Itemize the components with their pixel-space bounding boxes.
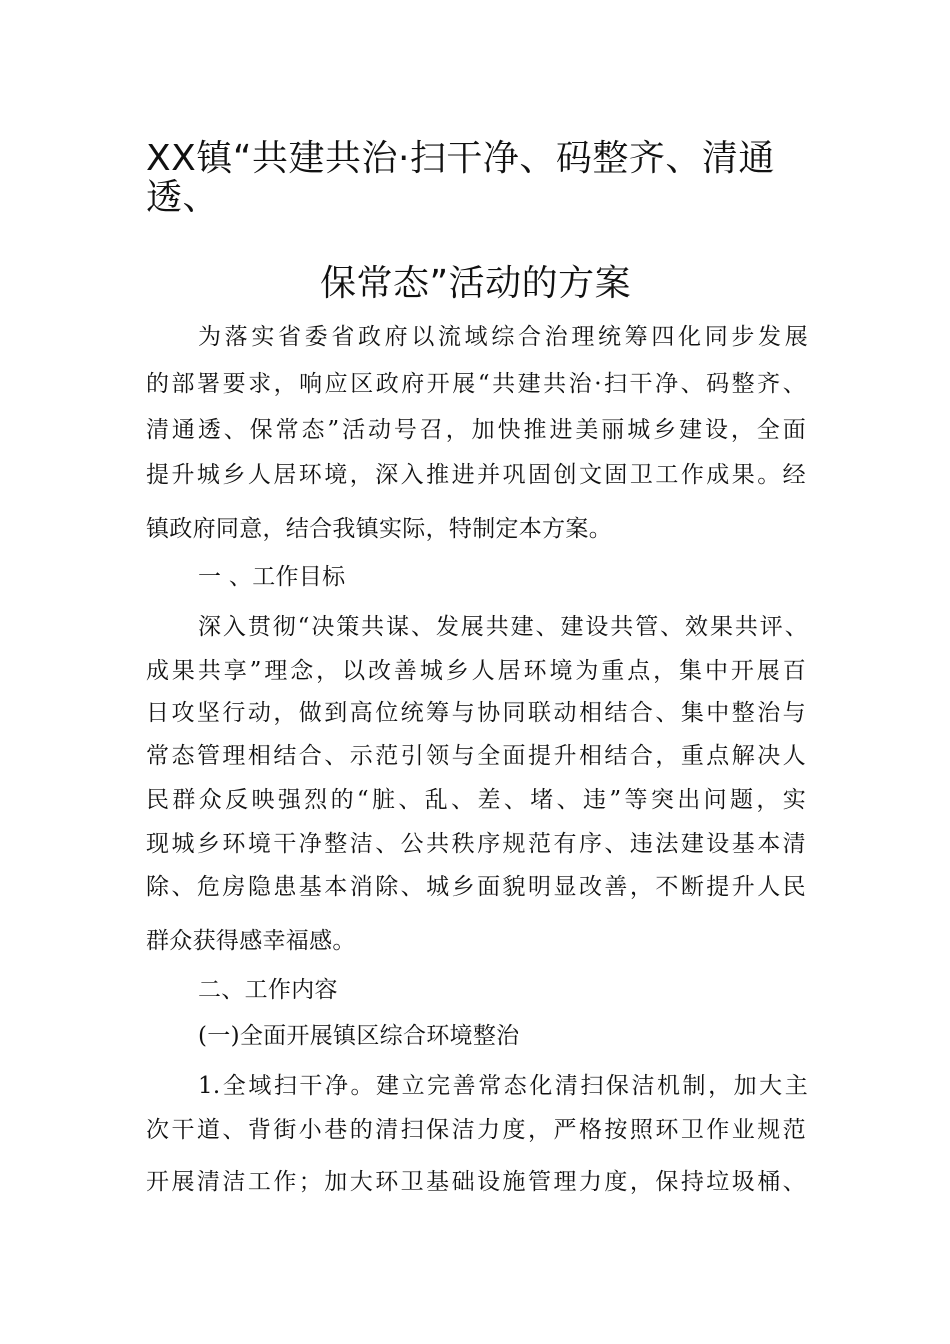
document-title-line-1: XX镇“共建共治·扫干净、码整齐、清通 xyxy=(146,138,775,179)
body-line: 为落实省委省政府以流域综合治理统筹四化同步发展 xyxy=(198,324,808,350)
body-line: 民群众反映强烈的“脏、乱、差、堵、违”等突出问题，实 xyxy=(146,787,806,813)
body-line: 1.全域扫干净。建立完善常态化清扫保洁机制，加大主 xyxy=(198,1073,808,1099)
body-line: 清通透、保常态”活动号召，加快推进美丽城乡建设，全面 xyxy=(146,417,806,443)
body-line: 镇政府同意，结合我镇实际，特制定本方案。 xyxy=(146,516,612,542)
body-line: 成果共享”理念，以改善城乡人居环境为重点，集中开展百 xyxy=(146,658,806,684)
section-heading: 二、工作内容 xyxy=(198,977,338,1003)
body-line: 除、危房隐患基本消除、城乡面貌明显改善，不断提升人民 xyxy=(146,874,806,900)
body-line: 提升城乡人居环境，深入推进并巩固创文固卫工作成果。经 xyxy=(146,462,806,488)
body-line: 开展清洁工作；加大环卫基础设施管理力度，保持垃圾桶、 xyxy=(146,1169,806,1195)
body-line: 次干道、背街小巷的清扫保洁力度，严格按照环卫作业规范 xyxy=(146,1117,806,1143)
body-line: 常态管理相结合、示范引领与全面提升相结合，重点解决人 xyxy=(146,743,806,769)
body-line: 日攻坚行动，做到高位统筹与协同联动相结合、集中整治与 xyxy=(146,700,806,726)
document-title-line-2: 透、 xyxy=(146,177,220,218)
body-line: 群众获得感幸福感。 xyxy=(146,928,356,954)
body-line: 深入贯彻“决策共谋、发展共建、建设共管、效果共评、 xyxy=(198,614,808,640)
body-line: 的部署要求，响应区政府开展“共建共治·扫干净、码整齐、 xyxy=(146,371,806,397)
body-line: 现城乡环境干净整洁、公共秩序规范有序、违法建设基本清 xyxy=(146,831,806,857)
section-heading: 一 、工作目标 xyxy=(198,564,346,590)
subsection-heading: (一)全面开展镇区综合环境整治 xyxy=(198,1023,520,1049)
document-title-line-3: 保常态”活动的方案 xyxy=(320,263,632,304)
